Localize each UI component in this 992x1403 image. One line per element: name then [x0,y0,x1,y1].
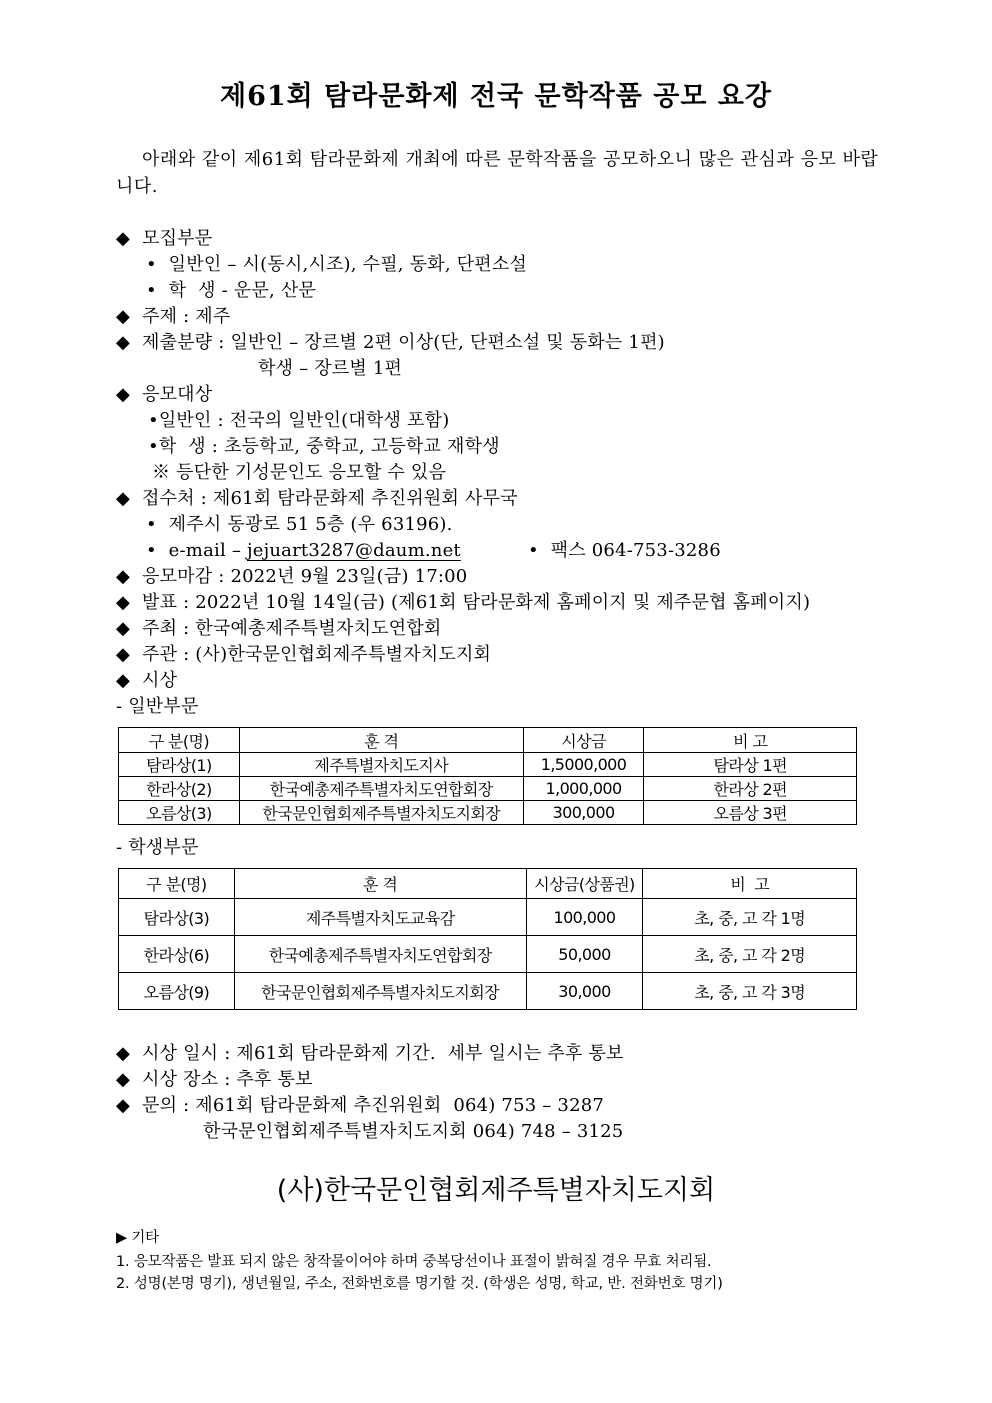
volume-general: ◆ 제출분량 : 일반인 – 장르별 2편 이상(단, 단편소설 및 동화는 1편) [116,332,665,353]
intro-paragraph [116,146,886,200]
dot-bullet-icon: • [148,410,159,431]
table-header-row [119,728,857,753]
reception-address: • 제주시 동광로 51 5층 (우 63196). [146,514,453,535]
reception-email-line: • e-mail – jejuart3287@daum.net [146,540,461,561]
category-student: • 학 생 - 운문, 산문 [146,280,317,301]
eligibility-note: ※ 등단한 기성문인도 응모할 수 있음 [152,462,447,483]
table-header-cell: 비 고 [644,728,857,753]
diamond-bullet-icon: ◆ [116,618,131,639]
table-header-cell: 구 분(명) [119,869,235,899]
note-item: 2. 성명(본명 명기), 생년월일, 주소, 전화번호를 명기할 것. (학생은 성명, 학교, 반. 전화번호 명기) [116,1276,723,1292]
table-row [119,936,857,973]
table-header-row [119,869,857,899]
dot-bullet-icon: • [146,280,157,301]
organizer-line: ◆ 주관 : (사)한국문인협회제주특별자치도지회 [116,644,492,665]
reception-fax: • 팩스 064-753-3286 [528,540,721,561]
table-cell: 초, 중, 고 각 3명 [643,973,857,1010]
table-row [119,899,857,936]
host-line: ◆ 주최 : 한국예총제주특별자치도연합회 [116,618,442,639]
intro-text: 아래와 같이 제61회 탐라문화제 개최에 따른 문학작품을 공모하오니 많은 관심과 응모 바랍니다. [116,149,879,197]
table-header-cell: 구 분(명) [119,728,240,753]
diamond-bullet-icon: ◆ [116,566,131,587]
student-awards-label: - 학생부문 [116,837,199,858]
table-cell: 한국문인협회제주특별자치도지회장 [239,801,523,825]
diamond-bullet-icon: ◆ [116,384,131,405]
table-header-cell: 시상금(상품권) [526,869,643,899]
table-cell: 제주특별자치도지사 [239,753,523,777]
table-row [119,777,857,801]
dot-bullet-icon: • [146,514,157,535]
eligibility-student: •학 생 : 초등학교, 중학교, 고등학교 재학생 [148,436,500,457]
contact-line-1: ◆ 문의 : 제61회 탐라문화제 추진위원회 064) 753 – 3287 [116,1095,605,1116]
table-cell: 초, 중, 고 각 2명 [643,936,857,973]
diamond-bullet-icon: ◆ [116,228,131,249]
table-cell: 한라상 2편 [644,777,857,801]
organization-name: (사)한국문인협회제주특별자치도지회 [276,1175,716,1206]
table-cell: 오름상(3) [119,801,240,825]
category-general: • 일반인 – 시(동시,시조), 수필, 동화, 단편소설 [146,254,528,275]
category-heading: ◆ 모집부문 [116,228,213,249]
table-cell: 탐라상 1편 [644,753,857,777]
table-cell: 탐라상(1) [119,753,240,777]
table-cell: 300,000 [523,801,644,825]
table-header-cell: 훈 격 [234,869,526,899]
diamond-bullet-icon: ◆ [116,306,131,327]
theme-line: ◆ 주제 : 제주 [116,306,231,327]
table-cell: 한국문인협회제주특별자치도지회장 [234,973,526,1010]
eligibility-heading: ◆ 응모대상 [116,384,213,405]
table-row [119,973,857,1010]
ceremony-place: ◆ 시상 장소 : 추후 통보 [116,1069,313,1090]
table-cell: 탐라상(3) [119,899,235,936]
diamond-bullet-icon: ◆ [116,670,131,691]
table-header-cell: 시상금 [523,728,644,753]
general-awards-label: - 일반부문 [116,696,199,717]
general-awards-table [118,727,857,825]
table-cell: 1,5000,000 [523,753,644,777]
announcement-line: ◆ 발표 : 2022년 10월 14일(금) (제61회 탐라문화제 홈페이지 및 제주문협 홈페이지) [116,592,811,613]
notes-heading: ▶ 기타 [116,1230,159,1246]
table-cell: 50,000 [526,936,643,973]
student-awards-table [118,868,857,1010]
ceremony-date: ◆ 시상 일시 : 제61회 탐라문화제 기간. 세부 일시는 추후 통보 [116,1043,624,1064]
table-cell: 오름상 3편 [644,801,857,825]
table-cell: 30,000 [526,973,643,1010]
table-cell: 한국예총제주특별자치도연합회장 [239,777,523,801]
dot-bullet-icon: • [146,254,157,275]
diamond-bullet-icon: ◆ [116,1095,131,1116]
table-cell: 100,000 [526,899,643,936]
volume-student: 학생 – 장르별 1편 [258,358,403,379]
table-cell: 1,000,000 [523,777,644,801]
deadline-line: ◆ 응모마감 : 2022년 9월 23일(금) 17:00 [116,566,468,587]
table-header-cell: 훈 격 [239,728,523,753]
table-cell: 제주특별자치도교육감 [234,899,526,936]
dot-bullet-icon: • [528,540,539,561]
document-title: 제61회 탐라문화제 전국 문학작품 공모 요강 [220,81,772,112]
table-cell: 초, 중, 고 각 1명 [643,899,857,936]
diamond-bullet-icon: ◆ [116,1043,131,1064]
diamond-bullet-icon: ◆ [116,644,131,665]
awards-heading: ◆ 시상 [116,670,178,691]
diamond-bullet-icon: ◆ [116,332,131,353]
table-header-cell: 비 고 [643,869,857,899]
table-row [119,801,857,825]
eligibility-general: •일반인 : 전국의 일반인(대학생 포함) [148,410,450,431]
email-link[interactable]: jejuart3287@daum.net [246,540,461,561]
dot-bullet-icon: • [146,540,157,561]
table-row [119,753,857,777]
contact-line-2: 한국문인협회제주특별자치도지회 064) 748 – 3125 [203,1121,624,1142]
diamond-bullet-icon: ◆ [116,592,131,613]
table-cell: 한라상(2) [119,777,240,801]
table-cell: 한라상(6) [119,936,235,973]
reception-heading: ◆ 접수처 : 제61회 탐라문화제 추진위원회 사무국 [116,488,518,509]
table-cell: 한국예총제주특별자치도연합회장 [234,936,526,973]
dot-bullet-icon: • [148,436,159,457]
diamond-bullet-icon: ◆ [116,1069,131,1090]
note-item: 1. 응모작품은 발표 되지 않은 창작물이어야 하며 중복당선이나 표절이 밝혀질 경우 무효 처리됨. [116,1254,712,1270]
diamond-bullet-icon: ◆ [116,488,131,509]
table-cell: 오름상(9) [119,973,235,1010]
